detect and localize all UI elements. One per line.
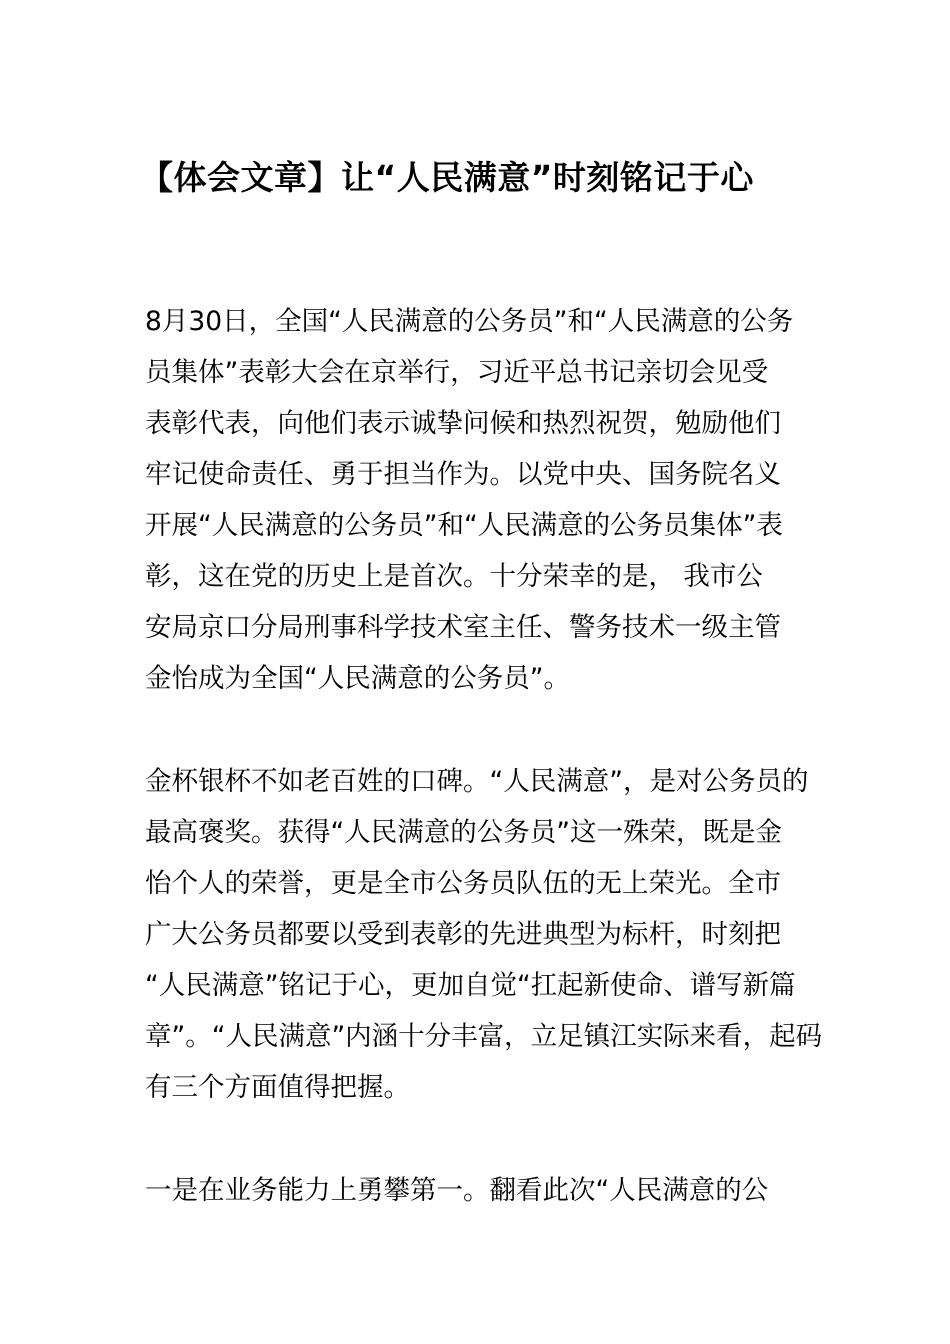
text-line: 一是在业务能力上勇攀第一。翻看此次“人民满意的公 <box>145 1175 769 1206</box>
text-line: 章”。“人民满意”内涵十分丰富，立足镇江实际来看，起码 <box>145 1021 823 1052</box>
paragraph-3 <box>145 1165 810 1216</box>
text-line: 开展“人民满意的公务员”和“人民满意的公务员集体”表 <box>145 510 783 541</box>
text-line: 最高褒奖。获得“人民满意的公务员”这一殊荣，既是金 <box>145 817 782 848</box>
text-line: 金杯银杯不如老百姓的口碑。“人民满意”，是对公务员的 <box>145 766 809 797</box>
document-title: 【体会文章】让“人民满意”时刻铭记于心 <box>140 158 754 197</box>
text-line: 有三个方面值得把握。 <box>145 1072 410 1103</box>
text-line: 8月30日，全国“人民满意的公务员”和“人民满意的公务 <box>145 306 794 337</box>
paragraph-1 <box>145 296 810 704</box>
text-line: 牢记使命责任、勇于担当作为。以党中央、国务院名义 <box>145 459 781 490</box>
text-line: 金怡成为全国“人民满意的公务员”。 <box>145 663 570 694</box>
text-line: 员集体”表彰大会在京举行，习近平总书记亲切会见受 <box>145 357 769 388</box>
text-line: 表彰代表，向他们表示诚挚问候和热烈祝贺，勉励他们 <box>145 408 781 439</box>
text-line: “人民满意”铭记于心，更加自觉“扛起新使命、谱写新篇 <box>145 970 796 1001</box>
paragraph-2 <box>145 756 823 1113</box>
text-line: 广大公务员都要以受到表彰的先进典型为标杆，时刻把 <box>145 919 781 950</box>
document-body <box>145 296 823 1268</box>
text-line: 怡个人的荣誉，更是全市公务员队伍的无上荣光。全市 <box>145 868 781 899</box>
text-line: 安局京口分局刑事科学技术室主任、警务技术一级主管 <box>145 612 781 643</box>
text-line: 彰，这在党的历史上是首次。十分荣幸的是， 我市公 <box>145 561 763 592</box>
